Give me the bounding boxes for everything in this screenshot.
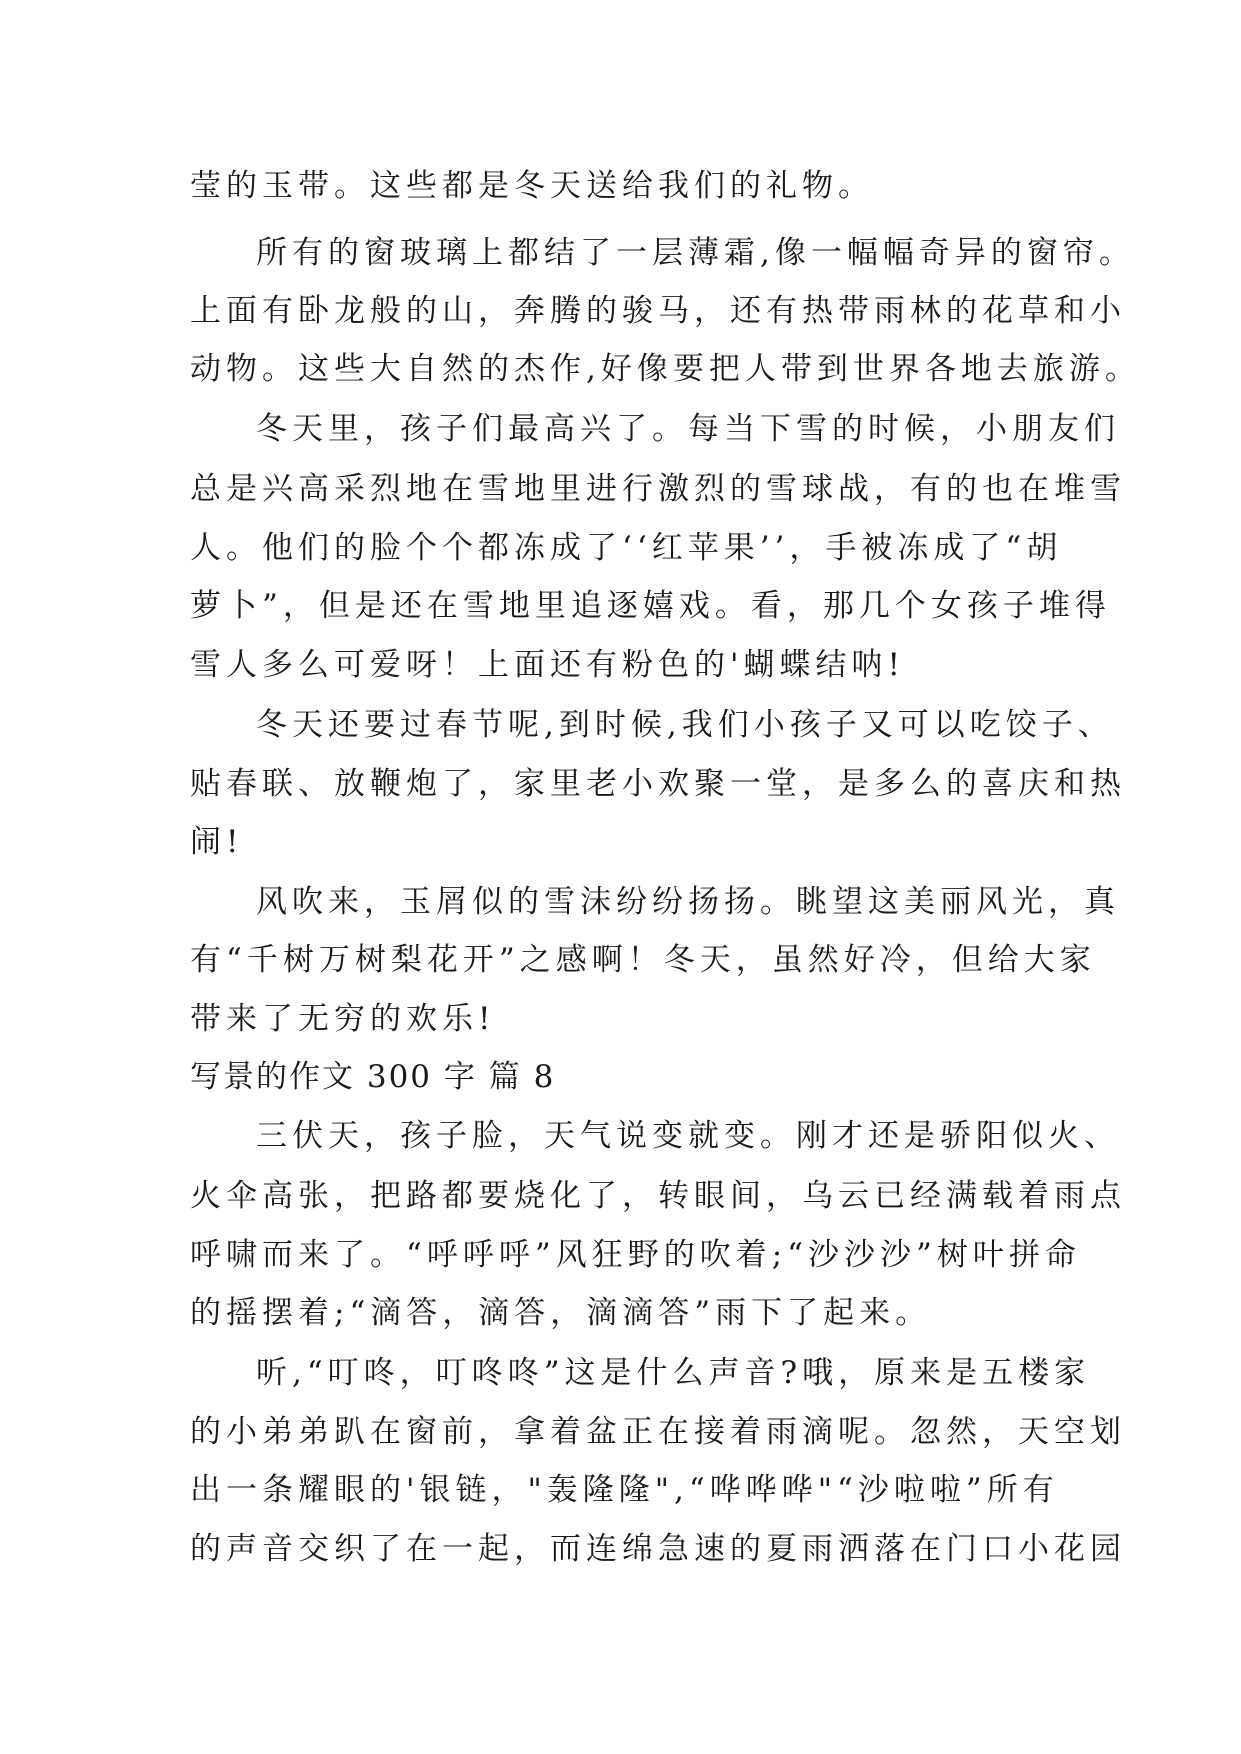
paragraph-first-line: 冬天里，孩子们最高兴了。每当下雪的时候，小朋友们 (256, 411, 1120, 447)
text-line: 的摇摆着;“滴答，滴答，滴滴答”雨下了起来。 (190, 1295, 932, 1331)
paragraph-first-line: 冬天还要过春节呢,到时候,我们小孩子又可以吃饺子、 (256, 707, 1114, 743)
text-line: 的小弟弟趴在窗前，拿着盆正在接着雨滴呢。忽然，天空划 (190, 1414, 1126, 1450)
paragraph-first-line: 所有的窗玻璃上都结了一层薄霜,像一幅幅奇异的窗帘。 (256, 235, 1135, 271)
text-line: 闹! (190, 824, 244, 860)
text-line: 动物。这些大自然的杰作,好像要把人带到世界各地去旅游。 (190, 351, 1141, 387)
text-line: 萝卜”，但是还在雪地里追逐嬉戏。看，那几个女孩子堆得 (190, 588, 1111, 624)
text-line: 火伞高张，把路都要烧化了，转眼间，乌云已经满载着雨点 (190, 1178, 1126, 1214)
paragraph-first-line: 三伏天，孩子脸，天气说变就变。刚才还是骄阳似火、 (256, 1118, 1120, 1154)
section-heading: 写景的作文 300 字 篇 8 (190, 1059, 556, 1095)
text-line: 出一条耀眼的'银链，"轰隆隆",“哗哗哗"“沙啦啦”所有 (190, 1472, 1059, 1508)
text-line: 总是兴高采烈地在雪地里进行激烈的雪球战，有的也在堆雪 (190, 471, 1126, 507)
paragraph-first-line: 听,“叮咚，叮咚咚”这是什么声音?哦，原来是五楼家 (256, 1355, 1091, 1391)
text-line: 上面有卧龙般的山，奔腾的骏马，还有热带雨林的花草和小 (190, 293, 1126, 329)
text-line: 带来了无穷的欢乐! (190, 1001, 496, 1037)
text-line: 的声音交织了在一起，而连绵急速的夏雨洒落在门口小花园 (190, 1531, 1126, 1567)
text-line: 贴春联、放鞭炮了，家里老小欢聚一堂，是多么的喜庆和热 (190, 766, 1126, 802)
text-line: 人。他们的脸个个都冻成了‘‘红苹果’’，手被冻成了“胡 (190, 530, 1063, 566)
text-line: 莹的玉带。这些都是冬天送给我们的礼物。 (190, 168, 874, 204)
paragraph-first-line: 风吹来，玉屑似的雪沫纷纷扬扬。眺望这美丽风光，真 (256, 884, 1120, 920)
text-line: 呼啸而来了。“呼呼呼”风狂野的吹着;“沙沙沙”树叶拼命 (190, 1237, 1081, 1273)
text-line: 雪人多么可爱呀！上面还有粉色的'蝴蝶结呐! (190, 647, 905, 683)
text-line: 有“千树万树梨花开”之感啊！冬天，虽然好冷，但给大家 (190, 942, 1096, 978)
